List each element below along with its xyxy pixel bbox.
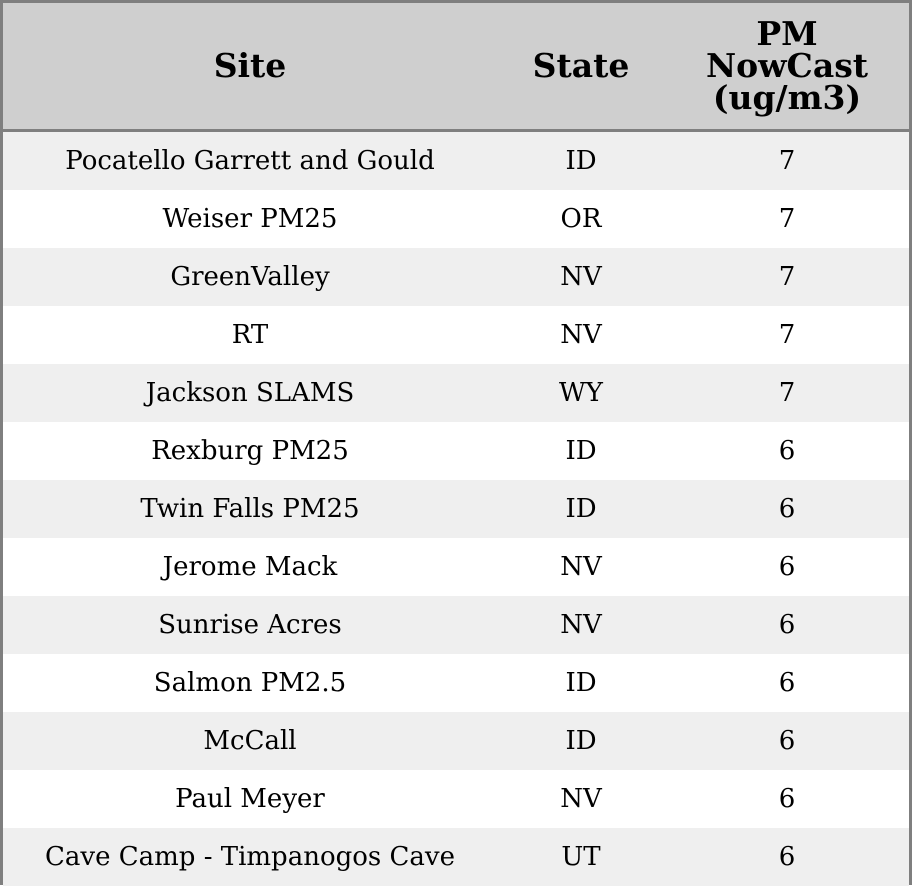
header-site: [3, 3, 497, 129]
cell-pm-nowcast: 6: [778, 552, 796, 582]
cell-state: NV: [560, 320, 602, 350]
cell-pm-nowcast: 6: [778, 494, 796, 524]
cell-site: Jerome Mack: [162, 552, 338, 582]
table-row: [3, 422, 909, 480]
header-state: [497, 3, 665, 129]
header-pm-nowcast: [665, 3, 909, 129]
cell-pm-nowcast: 7: [778, 146, 796, 176]
table-row: [3, 596, 909, 654]
header-state-label: State: [532, 46, 630, 85]
cell-pm-nowcast: 7: [778, 320, 796, 350]
cell-state: UT: [561, 842, 601, 872]
cell-site: Paul Meyer: [175, 784, 325, 814]
cell-state: NV: [560, 610, 602, 640]
cell-pm-nowcast: 7: [778, 378, 796, 408]
cell-state: NV: [560, 262, 602, 292]
cell-site: Jackson SLAMS: [145, 378, 355, 408]
cell-pm-nowcast: 7: [778, 204, 796, 234]
cell-site: Rexburg PM25: [151, 436, 349, 466]
table-header-row: [3, 3, 909, 132]
cell-state: ID: [565, 726, 597, 756]
header-pm-line2: NowCast: [705, 46, 869, 85]
header-pm-line3: (ug/m3): [712, 78, 862, 117]
table-row: [3, 480, 909, 538]
cell-site: Cave Camp - Timpanogos Cave: [45, 842, 455, 872]
table-row: [3, 654, 909, 712]
cell-pm-nowcast: 6: [778, 610, 796, 640]
cell-pm-nowcast: 7: [778, 262, 796, 292]
cell-pm-nowcast: 6: [778, 784, 796, 814]
cell-state: WY: [559, 378, 603, 408]
header-site-label: Site: [213, 46, 287, 85]
cell-state: ID: [565, 146, 597, 176]
table-row: [3, 248, 909, 306]
cell-site: Salmon PM2.5: [153, 668, 347, 698]
cell-site: Pocatello Garrett and Gould: [65, 146, 435, 176]
table-body: [3, 132, 909, 886]
table-row: [3, 828, 909, 886]
cell-pm-nowcast: 6: [778, 668, 796, 698]
cell-site: Sunrise Acres: [158, 610, 342, 640]
cell-site: Weiser PM25: [162, 204, 338, 234]
cell-site: McCall: [203, 726, 297, 756]
cell-state: ID: [565, 668, 597, 698]
table-row: [3, 364, 909, 422]
cell-state: ID: [565, 494, 597, 524]
cell-state: NV: [560, 784, 602, 814]
cell-site: Twin Falls PM25: [140, 494, 360, 524]
cell-pm-nowcast: 6: [778, 436, 796, 466]
header-pm-line1: PM: [756, 14, 818, 53]
table-row: [3, 306, 909, 364]
table-row: [3, 770, 909, 828]
cell-state: OR: [560, 204, 602, 234]
table-row: [3, 132, 909, 190]
cell-pm-nowcast: 6: [778, 842, 796, 872]
table-row: [3, 712, 909, 770]
cell-state: ID: [565, 436, 597, 466]
cell-pm-nowcast: 6: [778, 726, 796, 756]
cell-site: GreenValley: [170, 262, 330, 292]
table-row: [3, 538, 909, 596]
table-row: [3, 190, 909, 248]
cell-state: NV: [560, 552, 602, 582]
cell-site: RT: [231, 320, 269, 350]
